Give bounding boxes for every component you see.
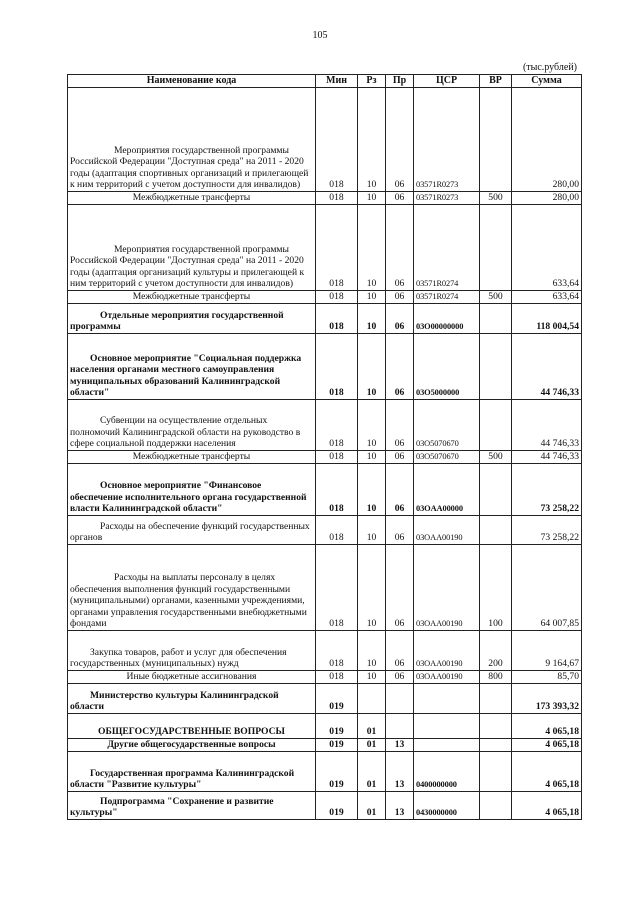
row-csr: 03OAA00190 (414, 631, 480, 671)
row-vr (480, 752, 512, 792)
row-rz (358, 684, 386, 714)
row-rz: 10 (358, 88, 386, 192)
row-csr: 03O00000000 (414, 304, 480, 334)
row-min: 018 (316, 88, 358, 192)
row-min: 019 (316, 792, 358, 820)
row-csr (414, 684, 480, 714)
row-name: Межбюджетные трансферты (68, 451, 316, 464)
row-sum: 9 164,67 (512, 631, 582, 671)
table-row (68, 88, 582, 192)
row-vr: 500 (480, 451, 512, 464)
row-rz: 10 (358, 545, 386, 631)
row-csr: 03OAA00190 (414, 545, 480, 631)
row-sum: 85,70 (512, 671, 582, 684)
row-vr (480, 334, 512, 400)
table-row (68, 516, 582, 545)
row-vr: 500 (480, 192, 512, 205)
row-pr: 06 (386, 291, 414, 304)
row-vr: 100 (480, 545, 512, 631)
table-row (68, 752, 582, 792)
row-name: Основное мероприятие "Социальная поддержка населения органами местного самоуправления муниципальных образований Калининградской области" (68, 334, 316, 400)
row-sum: 73 258,22 (512, 464, 582, 516)
table-row (68, 464, 582, 516)
table-row (68, 334, 582, 400)
row-vr (480, 792, 512, 820)
row-rz: 01 (358, 714, 386, 739)
row-name: Подпрограмма "Сохранение и развитие культуры" (68, 792, 316, 820)
row-min: 018 (316, 671, 358, 684)
table-row (68, 714, 582, 739)
row-pr: 06 (386, 464, 414, 516)
row-pr: 06 (386, 304, 414, 334)
row-name: Иные бюджетные ассигнования (68, 671, 316, 684)
row-name: Расходы на обеспечение функций государственных органов (68, 516, 316, 545)
row-sum: 4 065,18 (512, 739, 582, 752)
row-name: Межбюджетные трансферты (68, 192, 316, 205)
row-rz: 10 (358, 334, 386, 400)
row-csr: 03571R0274 (414, 205, 480, 291)
row-csr: 03571R0273 (414, 192, 480, 205)
row-rz: 10 (358, 464, 386, 516)
row-sum: 64 007,85 (512, 545, 582, 631)
row-rz: 10 (358, 516, 386, 545)
row-min: 018 (316, 304, 358, 334)
header-min: Мин (316, 75, 358, 88)
row-csr: 03571R0274 (414, 291, 480, 304)
row-sum: 44 746,33 (512, 400, 582, 451)
row-rz: 10 (358, 451, 386, 464)
table-header-row (68, 75, 582, 88)
row-csr: 0430000000 (414, 792, 480, 820)
row-min: 018 (316, 291, 358, 304)
row-pr: 06 (386, 451, 414, 464)
header-pr: Пр (386, 75, 414, 88)
row-rz: 10 (358, 291, 386, 304)
row-pr: 06 (386, 88, 414, 192)
table-row (68, 192, 582, 205)
row-name: Расходы на выплаты персоналу в целях обеспечения выполнения функций государственными (муниципальными) органами, казенными учреждениями, органами управления государственными внебюджетными фондами (68, 545, 316, 631)
row-min: 018 (316, 464, 358, 516)
row-sum: 280,00 (512, 88, 582, 192)
row-pr: 13 (386, 739, 414, 752)
row-min: 018 (316, 545, 358, 631)
row-vr (480, 739, 512, 752)
row-csr: 0400000000 (414, 752, 480, 792)
row-min: 018 (316, 400, 358, 451)
row-pr: 06 (386, 631, 414, 671)
row-csr: 03OAA00190 (414, 516, 480, 545)
budget-table (67, 74, 582, 820)
table-row (68, 545, 582, 631)
table-row (68, 739, 582, 752)
row-rz: 01 (358, 739, 386, 752)
row-vr: 200 (480, 631, 512, 671)
row-sum: 44 746,33 (512, 451, 582, 464)
row-sum: 280,00 (512, 192, 582, 205)
header-vr: ВР (480, 75, 512, 88)
row-name: Основное мероприятие "Финансовое обеспечение исполнительного органа государственной власти Калининградской области" (68, 464, 316, 516)
row-rz: 10 (358, 205, 386, 291)
row-min: 018 (316, 451, 358, 464)
row-sum: 4 065,18 (512, 792, 582, 820)
row-name: Субвенции на осуществление отдельных полномочий Калининградской области на руководство в сфере социальной поддержки населения (68, 400, 316, 451)
row-sum: 633,64 (512, 291, 582, 304)
row-name: Закупка товаров, работ и услуг для обеспечения государственных (муниципальных) нужд (68, 631, 316, 671)
row-sum: 73 258,22 (512, 516, 582, 545)
row-min: 018 (316, 516, 358, 545)
row-rz: 10 (358, 192, 386, 205)
row-vr (480, 304, 512, 334)
row-csr: 03O5000000 (414, 334, 480, 400)
row-rz: 10 (358, 671, 386, 684)
row-min: 018 (316, 205, 358, 291)
row-csr: 03O5070670 (414, 400, 480, 451)
row-name: Мероприятия государственной программы Российской Федерации "Доступная среда" на 2011 - 2020 годы (адаптация организаций культуры и прилегающей к ним территорий с учетом доступности для инвалидов) (68, 205, 316, 291)
table-row (68, 304, 582, 334)
row-pr: 13 (386, 792, 414, 820)
row-pr (386, 684, 414, 714)
row-sum: 173 393,32 (512, 684, 582, 714)
row-name: Государственная программа Калининградской области "Развитие культуры" (68, 752, 316, 792)
row-csr: 03OAA00000 (414, 464, 480, 516)
row-pr: 06 (386, 671, 414, 684)
row-min: 019 (316, 684, 358, 714)
row-min: 018 (316, 631, 358, 671)
row-vr (480, 88, 512, 192)
row-rz: 01 (358, 752, 386, 792)
row-sum: 4 065,18 (512, 752, 582, 792)
row-name: ОБЩЕГОСУДАРСТВЕННЫЕ ВОПРОСЫ (68, 714, 316, 739)
table-row (68, 792, 582, 820)
units-label: (тыс.рублей) (522, 62, 577, 73)
row-vr (480, 400, 512, 451)
table-row (68, 400, 582, 451)
row-min: 019 (316, 752, 358, 792)
row-min: 019 (316, 714, 358, 739)
row-pr: 06 (386, 516, 414, 545)
row-vr (480, 205, 512, 291)
row-csr (414, 714, 480, 739)
header-sum: Сумма (512, 75, 582, 88)
row-pr: 06 (386, 334, 414, 400)
row-name: Другие общегосударственные вопросы (68, 739, 316, 752)
row-pr: 06 (386, 192, 414, 205)
row-name: Министерство культуры Калининградской области (68, 684, 316, 714)
row-vr (480, 714, 512, 739)
row-min: 019 (316, 739, 358, 752)
row-pr: 06 (386, 400, 414, 451)
table-row (68, 684, 582, 714)
row-rz: 01 (358, 792, 386, 820)
row-name: Мероприятия государственной программы Российской Федерации "Доступная среда" на 2011 - 2020 годы (адаптация спортивных организаций и прилегающей к ним территорий с учетом доступности для инвалидов) (68, 88, 316, 192)
row-min: 018 (316, 192, 358, 205)
row-rz: 10 (358, 400, 386, 451)
table-row (68, 291, 582, 304)
row-sum: 44 746,33 (512, 334, 582, 400)
row-csr: 03571R0273 (414, 88, 480, 192)
row-pr: 06 (386, 205, 414, 291)
row-rz: 10 (358, 304, 386, 334)
row-vr: 800 (480, 671, 512, 684)
page-number: 105 (312, 30, 328, 41)
row-vr (480, 516, 512, 545)
row-vr: 500 (480, 291, 512, 304)
row-sum: 633,64 (512, 205, 582, 291)
row-name: Отдельные мероприятия государственной программы (68, 304, 316, 334)
table-row (68, 631, 582, 671)
header-name: Наименование кода (68, 75, 316, 88)
row-pr (386, 714, 414, 739)
row-pr: 06 (386, 545, 414, 631)
table-row (68, 205, 582, 291)
header-rz: Рз (358, 75, 386, 88)
header-csr: ЦСР (414, 75, 480, 88)
row-csr: 03OAA00190 (414, 671, 480, 684)
row-vr (480, 464, 512, 516)
row-pr: 13 (386, 752, 414, 792)
row-min: 018 (316, 334, 358, 400)
row-csr (414, 739, 480, 752)
row-name: Межбюджетные трансферты (68, 291, 316, 304)
row-sum: 4 065,18 (512, 714, 582, 739)
table-row (68, 671, 582, 684)
table-row (68, 451, 582, 464)
row-vr (480, 684, 512, 714)
row-rz: 10 (358, 631, 386, 671)
row-sum: 118 004,54 (512, 304, 582, 334)
row-csr: 03O5070670 (414, 451, 480, 464)
